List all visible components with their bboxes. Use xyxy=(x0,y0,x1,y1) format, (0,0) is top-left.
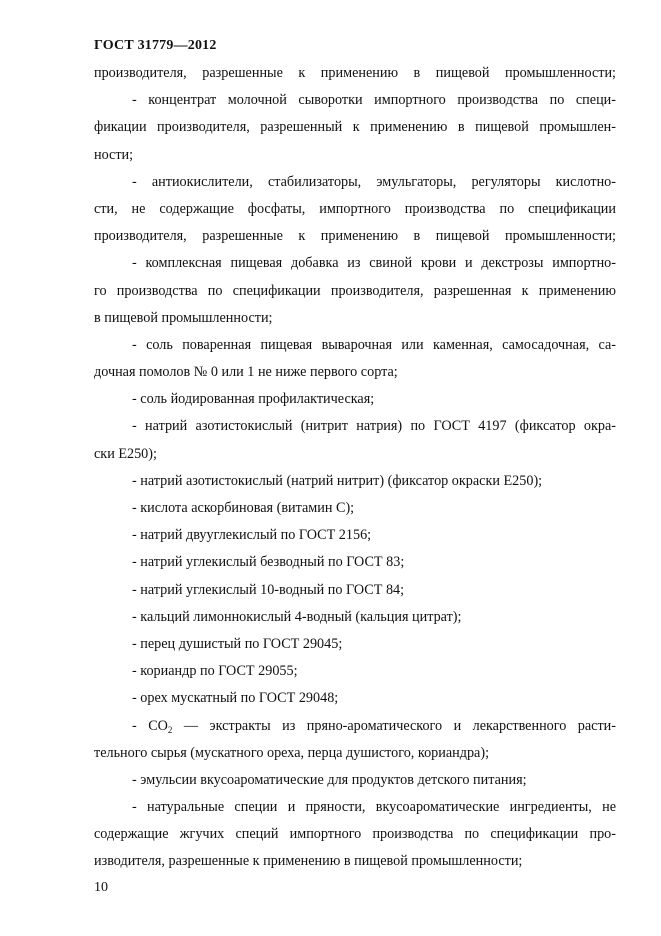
text-line: ности; xyxy=(94,146,134,163)
list-item: - комплексная пищевая добавка из свиной крови и декстрозы импортно- xyxy=(132,255,616,272)
text-line: производителя, разрешенные к применению в пищевой промышленности; xyxy=(94,228,616,245)
text-line: го производства по спецификации производителя, разрешенная к применению xyxy=(94,282,616,299)
text-line: содержащие жгучих специй импортного производства по спецификации про- xyxy=(94,826,616,843)
list-item: - соль поваренная пищевая выварочная или каменная, самосадочная, са- xyxy=(132,336,616,353)
text-line: тельного сырья (мускатного ореха, перца душистого, кориандра); xyxy=(94,744,490,761)
list-item: - кориандр по ГОСТ 29055; xyxy=(132,663,298,680)
list-item: - кальций лимоннокислый 4-водный (кальция цитрат); xyxy=(132,608,462,625)
list-item: - натуральные специи и пряности, вкусоароматические ингредиенты, не xyxy=(132,799,616,816)
list-item: - антиокислители, стабилизаторы, эмульгаторы, регуляторы кислотно- xyxy=(132,173,616,190)
text-line: изводителя, разрешенные к применению в пищевой промышленности; xyxy=(94,853,523,870)
list-item: - эмульсии вкусоароматические для продуктов детского питания; xyxy=(132,771,527,788)
co2-formula-base: СО xyxy=(148,717,168,734)
text-line: в пищевой промышленности; xyxy=(94,309,273,326)
list-item: - натрий азотистокислый (нитрит натрия) по ГОСТ 4197 (фиксатор окра- xyxy=(132,418,616,435)
text-line: ски Е250); xyxy=(94,445,157,462)
document-code: ГОСТ 31779—2012 xyxy=(94,38,217,53)
list-item: - орех мускатный по ГОСТ 29048; xyxy=(132,690,339,707)
list-item: - перец душистый по ГОСТ 29045; xyxy=(132,635,343,652)
document-body xyxy=(94,60,616,876)
page-number: 10 xyxy=(94,880,108,895)
list-item: - натрий двууглекислый по ГОСТ 2156; xyxy=(132,527,372,544)
list-item: - кислота аскорбиновая (витамин С); xyxy=(132,500,355,516)
text-line: производителя, разрешенные к применению в пищевой промышленности; xyxy=(94,65,616,81)
co2-line-text: — экстракты из пряно-ароматического и лекарственного расти- xyxy=(172,717,616,734)
co2-formula-subscript: 2 xyxy=(167,724,173,735)
list-item: - натрий азотистокислый (натрий нитрит) (фиксатор окраски Е250); xyxy=(132,472,543,489)
text-line: сти, не содержащие фосфаты, импортного производства по спецификации xyxy=(94,200,616,217)
list-item-co2 xyxy=(94,713,616,740)
list-dash: - xyxy=(132,717,149,734)
list-item: - соль йодированная профилактическая; xyxy=(132,391,375,408)
co2-formula xyxy=(148,718,172,734)
text-line: дочная помолов № 0 или 1 не ниже первого сорта; xyxy=(94,364,398,381)
text-line: фикации производителя, разрешенный к применению в пищевой промышлен- xyxy=(94,119,616,136)
list-item: - натрий углекислый безводный по ГОСТ 83; xyxy=(132,554,405,571)
list-item: - натрий углекислый 10-водный по ГОСТ 84; xyxy=(132,581,405,598)
list-item: - концентрат молочной сыворотки импортного производства по специ- xyxy=(132,92,616,109)
